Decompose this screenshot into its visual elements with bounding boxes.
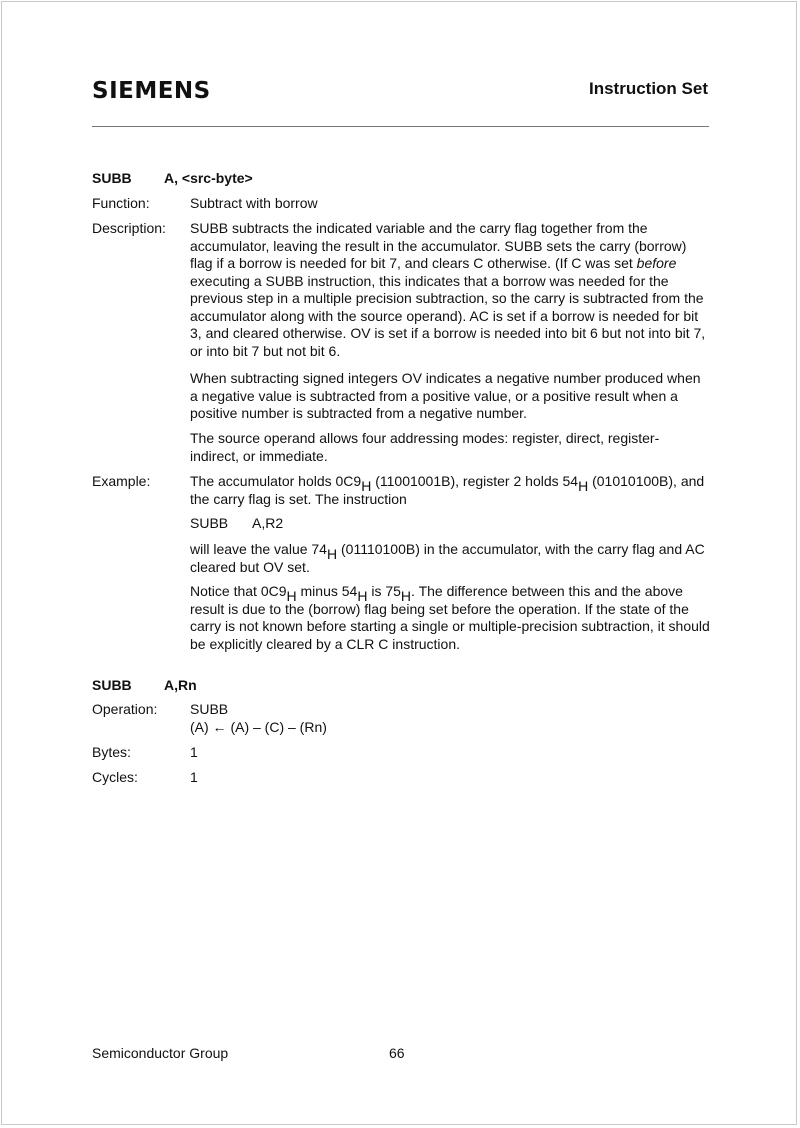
- text-run: or into bit 7 but not bit 6.: [190, 342, 341, 359]
- description-paragraph-1: [190, 220, 720, 360]
- operation-label: Operation:: [92, 701, 158, 717]
- description-paragraph-2: [190, 370, 720, 423]
- text-line: [190, 238, 720, 256]
- bytes-label: Bytes:: [92, 744, 131, 760]
- code-op: SUBB: [190, 515, 229, 531]
- operation-line-1: SUBB: [190, 701, 229, 717]
- text-run: SUBB subtracts the indicated variable and the carry flag together from the: [190, 220, 648, 236]
- text-run: minus 54: [296, 583, 358, 599]
- description-label: Description:: [92, 220, 166, 236]
- text-run: flag if a borrow is needed for bit 7, and clears C otherwise. (If C was set: [190, 255, 637, 271]
- description-paragraph-3: [190, 430, 720, 465]
- text-run: 3, and cleared otherwise. OV is set if a borrow is needed into bit 6 but not into bit 7,: [190, 325, 706, 341]
- text-run: be explicitly cleared by a CLR C instruction.: [190, 635, 461, 652]
- text-line: [190, 636, 720, 654]
- text-run: Notice that 0C9: [190, 583, 287, 599]
- text-run: will leave the value 74: [190, 541, 327, 557]
- text-line: [190, 618, 720, 636]
- section-title: Instruction Set: [588, 79, 708, 98]
- example-code: [190, 515, 720, 533]
- text-line: [190, 308, 720, 326]
- text-line: [190, 388, 720, 406]
- operation-text: [190, 701, 720, 736]
- hex-subscript: H: [357, 588, 368, 604]
- cycles-label: Cycles:: [92, 769, 138, 785]
- text-run: cleared but OV set.: [190, 558, 310, 575]
- hex-subscript: H: [400, 588, 412, 604]
- text-run: executing a SUBB instruction, this indicates that a borrow was needed for the: [190, 272, 669, 289]
- text-line: [190, 290, 720, 308]
- text-run: (01010100B), and: [588, 473, 705, 489]
- text-line: [190, 370, 720, 388]
- hex-subscript: H: [286, 588, 297, 604]
- text-run: a negative value is subtracted from a positive value, or a positive result when a: [190, 387, 678, 404]
- example-paragraph-1: [190, 473, 720, 508]
- text-run: carry is not known before starting a single or multiple-precision subtraction, it should: [190, 618, 710, 634]
- operands: A, <src-byte>: [164, 170, 253, 186]
- text-run: When subtracting signed integers OV indicates a negative number produced when: [190, 370, 701, 386]
- text-line: [190, 343, 720, 361]
- text-line: [190, 559, 720, 577]
- header-rule: [92, 126, 709, 127]
- mnemonic: SUBB: [92, 677, 132, 693]
- text-run: positive number is subtracted from a negative number.: [190, 405, 527, 421]
- text-run: (01110100B) in the accumulator, with the carry flag and AC: [337, 541, 705, 557]
- function-text: Subtract with borrow: [190, 195, 318, 211]
- code-args: A,R2: [252, 515, 284, 531]
- text-line: [190, 491, 720, 509]
- hex-subscript: H: [326, 546, 338, 562]
- hex-subscript: H: [361, 478, 372, 494]
- text-line: [190, 255, 720, 273]
- text-run: (11001001B), register 2 holds 54: [371, 473, 579, 489]
- example-label: Example:: [92, 473, 151, 489]
- text-line: [190, 601, 720, 619]
- text-line: [190, 430, 720, 448]
- page-number: 66: [389, 1045, 405, 1061]
- cycles-value: 1: [190, 769, 198, 785]
- mnemonic: SUBB: [92, 170, 132, 186]
- text-run: result is due to the (borrow) flag being set before the operation. If the state of the: [190, 600, 689, 617]
- text-line: [190, 220, 720, 238]
- text-line: [190, 473, 720, 494]
- text-run: the carry flag is set. The instruction: [190, 490, 407, 507]
- text-run: The accumulator holds 0C9: [190, 473, 362, 489]
- text-run: accumulator along with the source operand). AC is set if a borrow is needed for bit: [190, 307, 699, 324]
- emphasis: before: [636, 255, 677, 271]
- siemens-logo: SIEMENS: [92, 78, 211, 104]
- footer-group: Semiconductor Group: [92, 1045, 229, 1061]
- example-paragraph-2: [190, 541, 720, 576]
- text-run: accumulator, leaving the result in the accumulator. SUBB sets the carry (borrow): [190, 237, 687, 254]
- operation-line-2: (A) ← (A) – (C) – (Rn): [190, 718, 327, 735]
- bytes-value: 1: [190, 744, 198, 760]
- instruction-heading-rn: [92, 677, 197, 693]
- text-line: [190, 325, 720, 343]
- operands: A,Rn: [164, 677, 197, 693]
- text-line: [190, 273, 720, 291]
- text-line: [190, 448, 720, 466]
- text-run: previous step in a multiple precision subtraction, so the carry is subtracted from the: [190, 290, 704, 306]
- hex-subscript: H: [578, 478, 589, 494]
- text-run: . The difference between this and the above: [411, 583, 683, 599]
- function-label: Function:: [92, 195, 150, 211]
- text-line: [190, 541, 720, 562]
- example-paragraph-3: [190, 583, 720, 653]
- text-run: indirect, or immediate.: [190, 447, 328, 464]
- instruction-heading: [92, 170, 253, 186]
- text-line: [190, 405, 720, 423]
- text-run: The source operand allows four addressing modes: register, direct, register-: [190, 430, 660, 446]
- text-run: is 75: [367, 583, 401, 599]
- text-line: [190, 583, 720, 604]
